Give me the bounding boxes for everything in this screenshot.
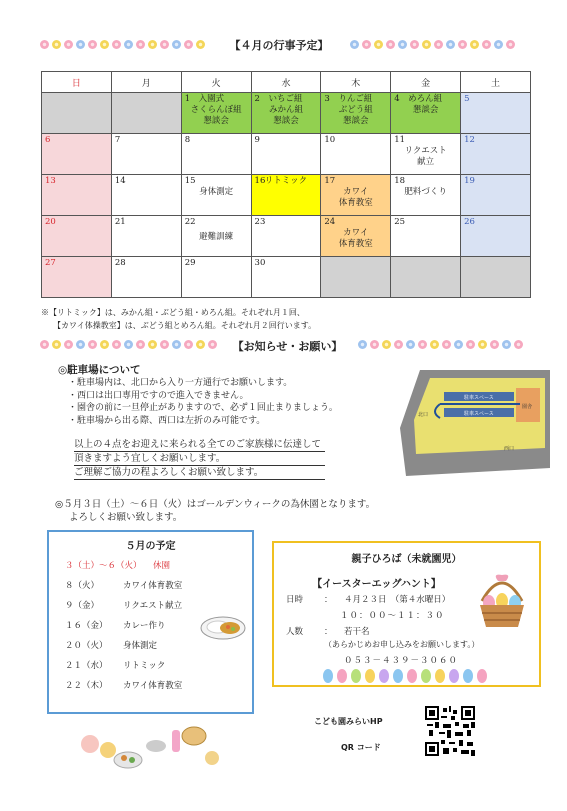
calendar-cell-13 — [42, 175, 112, 216]
day-number: 14 — [114, 176, 126, 186]
weekday-tue: 火 — [181, 72, 251, 93]
calendar-cell-24 — [321, 216, 391, 257]
day-number: 12 — [464, 135, 475, 145]
may-item: ３（土）～６（火） 休園 — [65, 561, 171, 571]
may-title: ５月の予定 — [125, 541, 176, 552]
april-title: 【４月の行事予定】 — [229, 39, 329, 52]
calendar-cell-17 — [321, 175, 391, 216]
may-item: ２０（火） 身体測定 — [65, 641, 158, 651]
flower-border-top-right — [350, 34, 530, 54]
request-line: ご理解ご協力の程よろしくお願い致します。 — [74, 466, 325, 480]
day-number: 17 — [324, 176, 336, 186]
calendar-cell-30 — [251, 257, 321, 298]
map-label: 駐車スペース — [464, 395, 494, 401]
day-number: 15 — [184, 176, 196, 186]
flower-border-notice — [40, 334, 220, 354]
calendar-cell-25 — [391, 216, 461, 257]
calendar-cell-6 — [42, 134, 112, 175]
weekday-wed: 水 — [251, 72, 321, 93]
qr-code-label: QR コード — [341, 743, 381, 752]
golden-week-line: ◎５月３日（土）～６日（火）はゴールデンウィークの為休園となります。 — [55, 499, 376, 510]
calendar-cell-28 — [111, 257, 181, 298]
calendar-cell-empty — [42, 93, 112, 134]
calendar-note-2: 【カワイ体操教室】は、ぶどう組とめろん組。それぞれ月２回行います。 — [53, 321, 317, 330]
calendar-cell-4 — [391, 93, 461, 134]
notice-title: 【お知らせ・お願い】 — [232, 340, 343, 353]
calendar-cell-empty — [461, 257, 531, 298]
map-label: 北口 — [418, 412, 429, 418]
day-number: 7 — [114, 135, 121, 145]
calendar-cell-10 — [321, 134, 391, 175]
event-text: 懇談会 — [412, 105, 439, 115]
event-text: 身体測定 — [199, 187, 234, 197]
request-line: 頂きますよう宜しくお願いします。 — [74, 452, 325, 466]
day-number: 13 — [45, 176, 56, 186]
event-text: 懇談会 — [203, 116, 229, 126]
day-number: 26 — [464, 217, 475, 227]
day-number: 3 りんご組 — [324, 94, 373, 104]
request-line: 以上の４点をお迎えに来られる全てのご家族様に伝達して — [74, 438, 325, 452]
golden-week-line: よろしくお願い致します。 — [69, 512, 183, 523]
event-text: 避難訓練 — [199, 232, 234, 242]
day-number: 18 — [394, 176, 406, 186]
calendar-cell-21 — [111, 216, 181, 257]
calendar-cell-3 — [321, 93, 391, 134]
calendar-cell-9 — [251, 134, 321, 175]
parking-heading: ◎駐車場について — [58, 364, 141, 376]
weekday-sun: 日 — [42, 72, 112, 93]
day-number: 29 — [184, 258, 196, 268]
calendar-cell-empty — [391, 257, 461, 298]
day-number: 10 — [324, 135, 336, 145]
calendar-cell-1 — [181, 93, 251, 134]
day-number: 1 入園式 — [184, 94, 225, 104]
easter-eggs-icon — [322, 668, 497, 684]
parking-request — [74, 438, 325, 480]
map-label: 園舎 — [522, 404, 533, 410]
calendar-cell-19 — [461, 175, 531, 216]
week-3 — [42, 175, 531, 216]
may-item: ２２（木） カワイ体育教室 — [65, 681, 183, 691]
calendar-cell-23 — [251, 216, 321, 257]
parking-rule: ・駐車場から出る際、西口は左折のみ可能です。 — [68, 415, 266, 426]
oyako-hiroba-box — [272, 541, 541, 687]
week-5 — [42, 257, 531, 298]
calendar-cell-7 — [111, 134, 181, 175]
week-2 — [42, 134, 531, 175]
weekday-mon: 月 — [111, 72, 181, 93]
may-item: １６（金） カレー作り — [65, 621, 166, 631]
calendar-cell-27 — [42, 257, 112, 298]
april-calendar — [41, 71, 531, 298]
day-number: 23 — [254, 217, 266, 227]
oyako-date-label: 日時 — [286, 595, 304, 605]
map-label: 西口 — [504, 446, 515, 452]
parking-rule: ・園舎の前に一旦停止がありますので、必ず１回止まりましょう。 — [68, 403, 338, 413]
oyako-phone: ０５３－４３９－３０６０ — [344, 656, 459, 666]
oyako-time: １０：００～１１：３０ — [340, 611, 445, 621]
event-text: カワイ — [343, 228, 369, 238]
parking-rule: ・駐車場内は、北口から入り一方通行でお願いします。 — [68, 378, 293, 388]
day-number: 22 — [184, 217, 196, 227]
calendar-cell-26 — [461, 216, 531, 257]
event-text: みかん組 — [268, 105, 303, 115]
event-text: 体育教室 — [338, 239, 373, 249]
flower-border-notice-right — [358, 334, 533, 354]
weekday-header — [42, 72, 531, 93]
oyako-colon: ： — [324, 595, 333, 605]
golden-week-notice — [55, 498, 375, 524]
calendar-cell-empty — [321, 257, 391, 298]
day-number: 2 いちご組 — [254, 94, 303, 104]
calendar-cell-11 — [391, 134, 461, 175]
weekday-thu: 木 — [321, 72, 391, 93]
day-number: 6 — [45, 135, 51, 145]
calendar-cell-14 — [111, 175, 181, 216]
event-text: リクエスト — [404, 146, 447, 156]
calendar-cell-20 — [42, 216, 112, 257]
day-number: 9 — [254, 135, 260, 145]
parking-rule: ・西口は出口専用ですので進入できません。 — [68, 390, 249, 401]
day-number: 24 — [324, 217, 336, 227]
oyako-event: 【イースターエッグハント】 — [312, 579, 441, 590]
calendar-cell-5 — [461, 93, 531, 134]
may-item: ９（金） リクエスト献立 — [65, 601, 183, 611]
event-text: 肥料づくり — [404, 187, 447, 197]
day-number: 20 — [45, 217, 56, 227]
day-number: 4 めろん組 — [394, 94, 443, 104]
day-number: 5 — [464, 94, 470, 104]
may-schedule-box — [47, 530, 254, 714]
calendar-cell-22 — [181, 216, 251, 257]
event-text: カワイ — [343, 187, 369, 197]
may-item: ８（火） カワイ体育教室 — [65, 581, 183, 591]
food-illustration-icon — [70, 716, 230, 776]
map-label: 駐車スペース — [464, 411, 494, 417]
calendar-cell-15 — [181, 175, 251, 216]
event-text: ぶどう組 — [338, 105, 373, 115]
day-number: 19 — [464, 176, 475, 186]
calendar-cell-12 — [461, 134, 531, 175]
week-1 — [42, 93, 531, 134]
parking-map — [400, 368, 550, 478]
calendar-cell-2 — [251, 93, 321, 134]
calendar-cell-16 — [251, 175, 321, 216]
calendar-cell-8 — [181, 134, 251, 175]
oyako-colon: ： — [324, 627, 333, 637]
event-text: リトミック — [264, 176, 308, 186]
day-number: 21 — [114, 217, 126, 227]
event-text: 献立 — [417, 157, 435, 167]
oyako-capacity: 若干名 — [344, 627, 370, 637]
event-text: さくらんぼ組 — [190, 105, 242, 115]
event-text: 懇談会 — [343, 116, 369, 126]
weekday-sat: 土 — [461, 72, 531, 93]
event-text: 体育教室 — [338, 198, 373, 208]
week-4 — [42, 216, 531, 257]
oyako-capacity-label: 人数 — [286, 627, 304, 637]
day-number: 28 — [114, 258, 126, 268]
oyako-title: 親子ひろば（未就園児） — [351, 554, 462, 565]
day-number: 8 — [184, 135, 191, 145]
day-number: 11 — [394, 135, 406, 145]
day-number: 30 — [254, 258, 266, 268]
weekday-fri: 金 — [391, 72, 461, 93]
curry-plate-icon — [199, 610, 247, 642]
qr-code-icon[interactable] — [425, 706, 475, 756]
event-text: 懇談会 — [273, 116, 299, 126]
oyako-date: ４月２３日 （第４水曜日） — [344, 595, 451, 605]
calendar-cell-empty — [111, 93, 181, 134]
may-item: ２１（水） リトミック — [65, 661, 166, 671]
homepage-label: こども園みらいHP — [314, 717, 383, 726]
parking-rules — [68, 377, 338, 427]
day-number: 27 — [45, 258, 56, 268]
calendar-cell-29 — [181, 257, 251, 298]
day-number: 25 — [394, 217, 406, 227]
easter-basket-icon — [474, 571, 530, 633]
day-number: 16 — [254, 176, 266, 186]
calendar-cell-18 — [391, 175, 461, 216]
calendar-note-1: ※【リトミック】は、みかん組・ぶどう組・めろん組。それぞれ月１回、 — [41, 308, 305, 317]
flower-border-top — [40, 34, 210, 54]
oyako-reserve-note: （あらかじめお申し込みをお願いします。） — [324, 640, 480, 649]
